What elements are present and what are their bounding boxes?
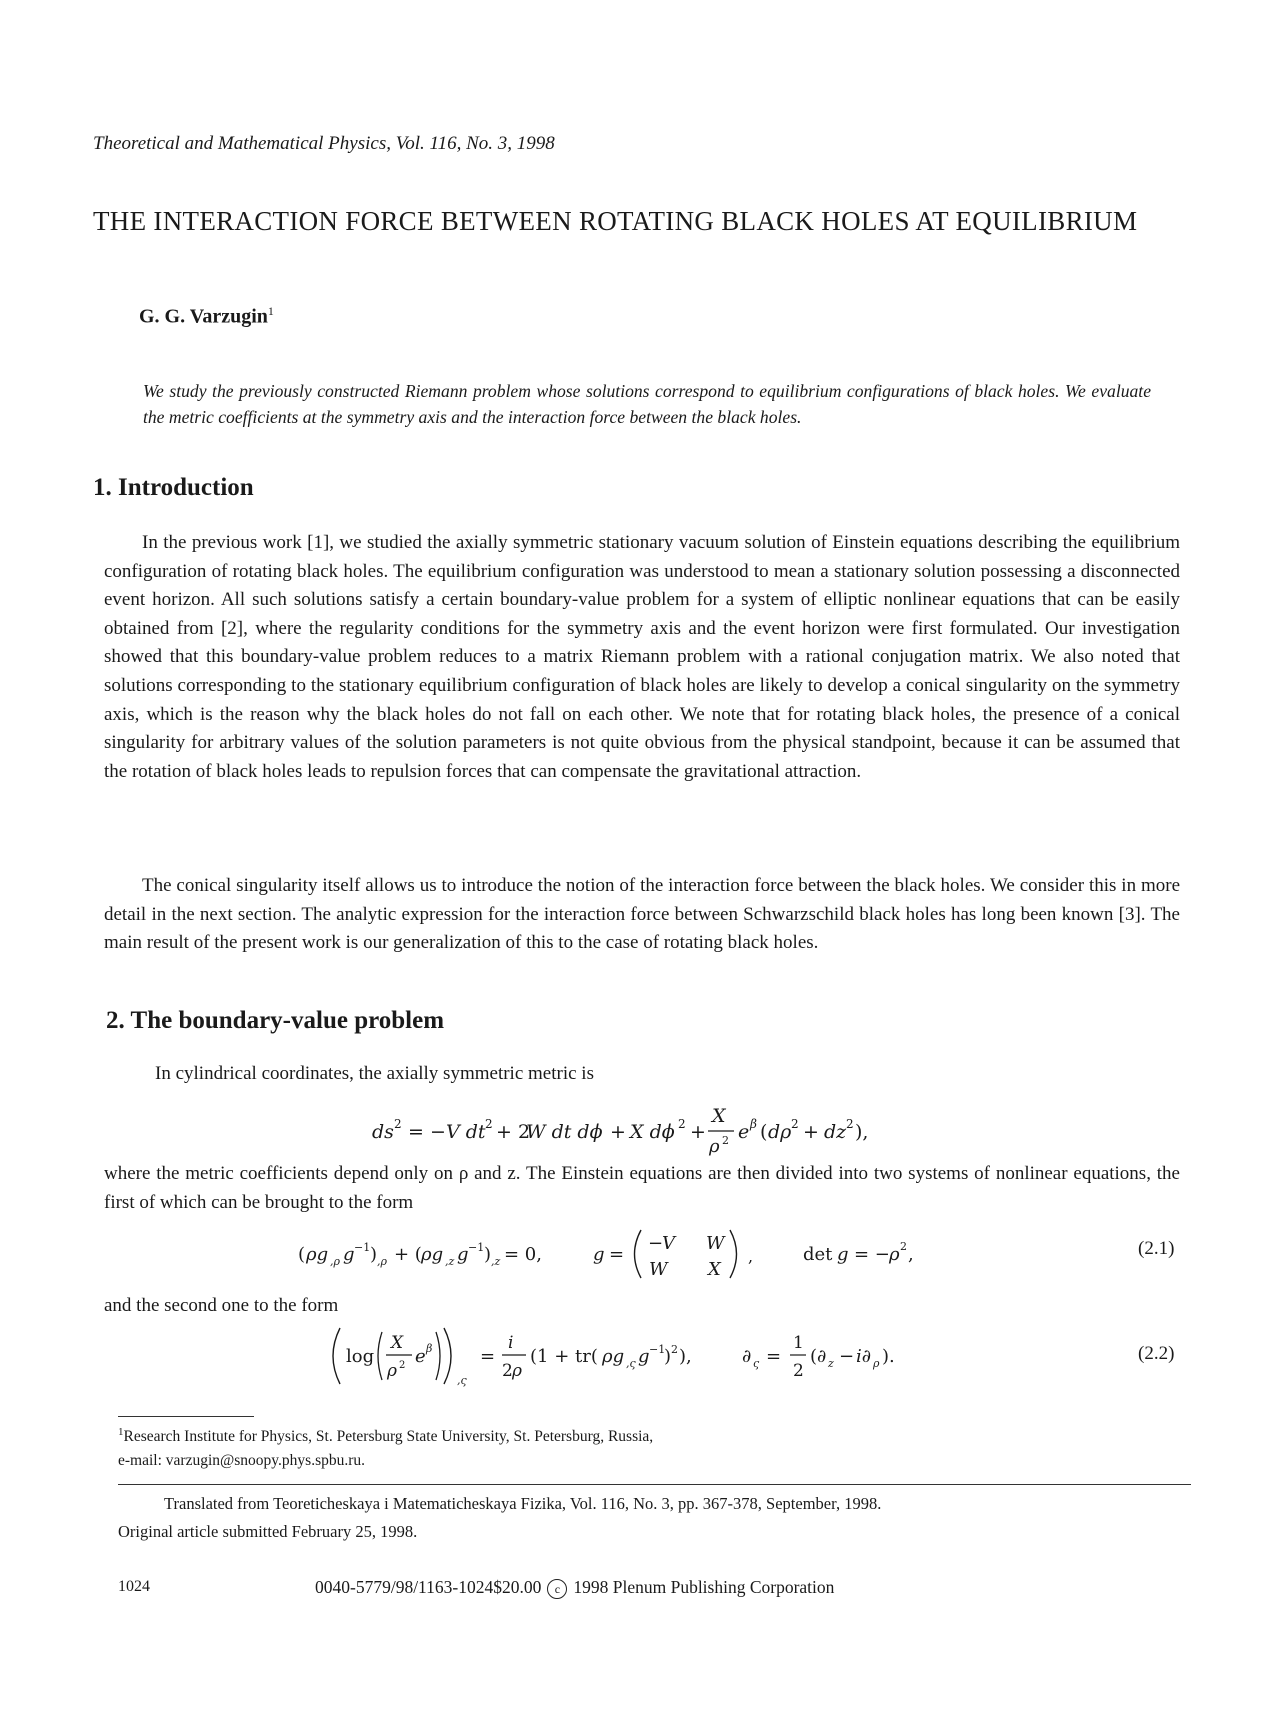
- svg-text:dz: dz: [824, 1121, 847, 1143]
- svg-text:=: =: [480, 1346, 496, 1367]
- author-footnote-mark: 1: [267, 304, 274, 318]
- svg-text:,ρ: ,ρ: [330, 1255, 340, 1268]
- svg-text:,z: ,z: [445, 1255, 455, 1268]
- svg-text:ρ: ρ: [387, 1361, 397, 1381]
- svg-text:,z: ,z: [491, 1255, 501, 1268]
- svg-text:,ς: ,ς: [626, 1357, 636, 1370]
- svg-text:2: 2: [678, 1117, 686, 1131]
- svg-text:2: 2: [485, 1117, 493, 1131]
- svg-text:g: g: [837, 1244, 849, 1265]
- page-number: 1024: [118, 1578, 150, 1595]
- pub-code: 0040-5779/98/1163-1024$20.00: [315, 1577, 542, 1597]
- svg-text:e: e: [738, 1121, 750, 1143]
- svg-text:,: ,: [748, 1247, 754, 1266]
- svg-text:e: e: [415, 1346, 426, 1367]
- svg-text:(: (: [810, 1346, 818, 1367]
- svg-text:+: +: [610, 1121, 626, 1143]
- svg-text:1: 1: [793, 1333, 804, 1353]
- abstract: We study the previously constructed Riemann problem whose solutions correspond to equilibrium configurations of black holes. We evaluate the metric coefficients at the symmetry axis and the interaction force between the black holes.: [143, 381, 1151, 427]
- svg-text:z: z: [828, 1357, 834, 1370]
- svg-text:ρ: ρ: [512, 1361, 522, 1381]
- svg-text:= 0,: = 0,: [504, 1244, 542, 1265]
- svg-text:log: log: [346, 1346, 375, 1367]
- svg-text:V dt: V dt: [446, 1121, 486, 1143]
- svg-text:ρg: ρg: [421, 1244, 444, 1265]
- section-heading-boundary-value: 2. The boundary-value problem: [106, 1007, 445, 1034]
- svg-text:,ρ: ,ρ: [377, 1255, 387, 1268]
- bvp-paragraph-1: In cylindrical coordinates, the axially symmetric metric is: [155, 1063, 594, 1084]
- equation-metric: [372, 1094, 932, 1158]
- svg-text:W dt dϕ: W dt dϕ: [526, 1121, 603, 1143]
- footnote-line-1: [118, 1420, 1118, 1449]
- footnote-rule: [118, 1416, 254, 1417]
- svg-text:ρg: ρg: [306, 1244, 329, 1265]
- footnote: [118, 1420, 1118, 1473]
- equation-number-2-1: (2.1): [1138, 1238, 1175, 1259]
- svg-text:−: −: [839, 1346, 855, 1367]
- svg-text:−: −: [648, 1233, 664, 1254]
- svg-text:X: X: [708, 1259, 721, 1280]
- svg-text:(: (: [298, 1244, 306, 1265]
- svg-text:∂: ∂: [817, 1346, 827, 1367]
- svg-text:2: 2: [502, 1361, 513, 1381]
- intro-paragraph-2: The conical singularity itself allows us to introduce the notion of the interaction force between the black holes. We consider this in more detail in the next section. The analytic expression for the interaction force between Schwarzschild black holes has long been known [3]. The main result of the present work is our generalization of this to the case of rotating black holes.: [104, 875, 1180, 954]
- author: [139, 304, 274, 329]
- svg-text:W: W: [706, 1233, 725, 1254]
- footnote-line-2: e-mail: varzugin@snoopy.phys.spbu.ru.: [118, 1452, 366, 1470]
- svg-text:).: ).: [882, 1346, 895, 1367]
- translation-line-1: Translated from Teoreticheskaya i Matematicheskaya Fizika, Vol. 116, No. 3, pp. 367-378, September, 1998.: [164, 1494, 882, 1513]
- equation-2-1: [298, 1224, 1018, 1284]
- svg-text:ς: ς: [753, 1357, 760, 1370]
- svg-text:2: 2: [394, 1117, 402, 1131]
- svg-text:,: ,: [908, 1244, 914, 1265]
- equation-2-2: [330, 1322, 1010, 1390]
- paper-title: THE INTERACTION FORCE BETWEEN ROTATING BLACK HOLES AT EQUILIBRIUM: [93, 206, 1138, 236]
- translation-rule: [118, 1484, 1191, 1485]
- publication-info: [315, 1577, 834, 1599]
- svg-text:g: g: [457, 1244, 469, 1265]
- svg-text:2: 2: [900, 1240, 907, 1253]
- bvp-paragraph-3: and the second one to the form: [104, 1295, 339, 1316]
- svg-text:2: 2: [793, 1361, 804, 1381]
- svg-text:): ): [484, 1244, 492, 1265]
- svg-text:= −: = −: [408, 1121, 446, 1143]
- svg-text:(: (: [760, 1121, 768, 1143]
- svg-text:+: +: [690, 1121, 706, 1143]
- svg-text:2: 2: [671, 1343, 678, 1356]
- svg-text:W: W: [649, 1259, 668, 1280]
- svg-text:β: β: [426, 1342, 433, 1355]
- svg-text:=: =: [609, 1244, 625, 1265]
- svg-text:ρg: ρg: [602, 1346, 625, 1367]
- svg-text:ρ: ρ: [709, 1136, 720, 1157]
- svg-text:−1: −1: [354, 1241, 371, 1254]
- svg-text:i∂: i∂: [856, 1346, 872, 1367]
- svg-text:+ (: + (: [394, 1244, 422, 1265]
- svg-text:),: ),: [855, 1121, 869, 1143]
- translation-note: [118, 1490, 1191, 1546]
- copyright-text: 1998 Plenum Publishing Corporation: [573, 1577, 835, 1597]
- svg-text:X: X: [391, 1333, 404, 1353]
- svg-text:−1: −1: [649, 1343, 666, 1356]
- svg-text:dρ: dρ: [768, 1121, 792, 1143]
- svg-text:+: +: [803, 1121, 819, 1143]
- svg-text:2: 2: [791, 1117, 799, 1131]
- svg-text:V: V: [662, 1233, 675, 1254]
- svg-text:g: g: [593, 1244, 605, 1265]
- svg-text:ρ: ρ: [889, 1244, 900, 1265]
- journal-header: Theoretical and Mathematical Physics, Vol. 116, No. 3, 1998: [93, 133, 555, 154]
- svg-text:g: g: [343, 1244, 355, 1265]
- svg-text:g: g: [638, 1346, 650, 1367]
- bvp-paragraph-2: where the metric coefficients depend only on ρ and z. The Einstein equations are then divided into two systems of nonlinear equations, the first of which can be brought to the form: [104, 1163, 1180, 1213]
- svg-text:β: β: [750, 1117, 757, 1131]
- equation-number-2-2: (2.2): [1138, 1343, 1175, 1364]
- svg-text:): ): [370, 1244, 378, 1265]
- svg-text:+ 2: + 2: [496, 1121, 531, 1143]
- svg-text:i: i: [508, 1333, 514, 1353]
- svg-text:ds: ds: [372, 1121, 394, 1143]
- svg-text:X: X: [712, 1105, 726, 1127]
- svg-text:−1: −1: [468, 1241, 485, 1254]
- translation-line-2: Original article submitted February 25, 1998.: [118, 1522, 418, 1541]
- copyright-icon: c: [547, 1579, 567, 1599]
- intro-paragraph-1: In the previous work [1], we studied the axially symmetric stationary vacuum solution of Einstein equations describing the equilibrium configuration of rotating black holes. The equilibrium configuration was understood to mean a stationary solution possessing a disconnected event horizon. All such solutions satisfy a certain boundary-value problem for a system of elliptic nonlinear equations that can be easily obtained from [2], where the regularity conditions for the symmetry axis and the event horizon were first formulated. Our investigation showed that this boundary-value problem reduces to a matrix Riemann problem with a rational conjugation matrix. We also noted that solutions corresponding to the stationary equilibrium configuration of black holes are likely to develop a conical singularity on the symmetry axis, which is the reason why the black holes do not fall on each other. We note that for rotating black holes, the presence of a conical singularity for arbitrary values of the solution parameters is not quite obvious from the physical standpoint, because it can be assumed that the rotation of black holes leads to repulsion forces that can compensate the gravitational attraction.: [104, 532, 1180, 782]
- svg-text:2: 2: [722, 1134, 729, 1147]
- svg-text:∂: ∂: [742, 1346, 752, 1367]
- svg-text:): ): [664, 1346, 672, 1367]
- svg-text:),: ),: [679, 1346, 692, 1367]
- svg-text:X dϕ: X dϕ: [630, 1121, 675, 1143]
- svg-text:(1 + tr(: (1 + tr(: [530, 1346, 598, 1367]
- svg-text:= −: = −: [854, 1244, 890, 1265]
- svg-text:=: =: [766, 1346, 782, 1367]
- footnote-mark: 1: [118, 1426, 124, 1438]
- author-name: G. G. Varzugin: [139, 305, 268, 328]
- svg-text:,ς: ,ς: [457, 1374, 467, 1387]
- section-heading-introduction: 1. Introduction: [93, 474, 254, 501]
- svg-text:det: det: [803, 1244, 833, 1265]
- svg-text:ρ: ρ: [873, 1357, 880, 1370]
- footnote-affiliation: Research Institute for Physics, St. Petersburg State University, St. Petersburg, Russia,: [123, 1428, 654, 1446]
- svg-text:2: 2: [399, 1360, 406, 1371]
- svg-text:2: 2: [846, 1117, 854, 1131]
